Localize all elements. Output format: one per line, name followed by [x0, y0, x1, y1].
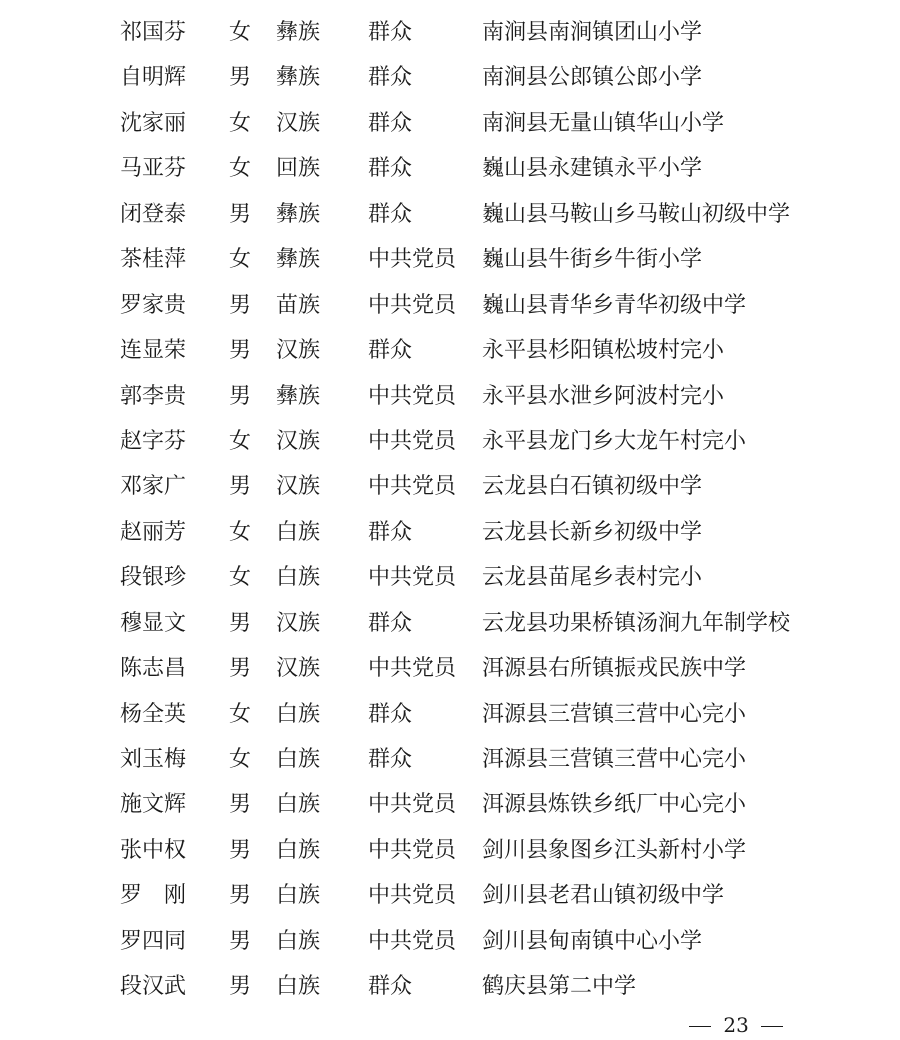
person-gender: 女 — [229, 519, 252, 545]
roster-row — [0, 782, 900, 827]
person-ethnicity: 汉族 — [276, 110, 321, 136]
person-ethnicity: 白族 — [276, 837, 321, 863]
person-school: 巍山县永建镇永平小学 — [482, 156, 703, 182]
person-ethnicity: 彝族 — [276, 65, 321, 91]
roster-row — [0, 510, 900, 555]
person-ethnicity: 白族 — [276, 565, 321, 591]
person-gender: 女 — [229, 156, 252, 182]
person-political-status: 中共党员 — [368, 883, 457, 909]
person-political-status: 中共党员 — [368, 837, 457, 863]
person-ethnicity: 彝族 — [276, 383, 321, 409]
person-gender: 男 — [229, 65, 252, 91]
person-gender: 女 — [229, 701, 252, 727]
person-political-status: 群众 — [368, 201, 413, 227]
person-gender: 男 — [229, 610, 252, 636]
roster-row — [0, 192, 900, 237]
person-school: 剑川县老君山镇初级中学 — [482, 883, 725, 909]
person-school: 永平县龙门乡大龙午村完小 — [482, 428, 747, 454]
person-name: 郭李贵 — [120, 383, 187, 409]
person-school: 洱源县右所镇振戎民族中学 — [482, 656, 747, 682]
person-ethnicity: 回族 — [276, 156, 321, 182]
roster-row — [0, 237, 900, 282]
person-school: 南涧县无量山镇华山小学 — [482, 110, 725, 136]
person-name: 段银珍 — [120, 565, 187, 591]
person-name: 祁国芬 — [120, 20, 187, 45]
person-political-status: 群众 — [368, 338, 413, 364]
person-gender: 男 — [229, 837, 252, 863]
person-name: 段汉武 — [120, 974, 187, 1000]
person-school: 云龙县苗尾乡表村完小 — [482, 565, 703, 591]
person-school: 巍山县牛街乡牛街小学 — [482, 247, 703, 273]
roster-row — [0, 555, 900, 600]
person-political-status: 群众 — [368, 610, 413, 636]
person-name: 罗家贵 — [120, 292, 187, 318]
person-ethnicity: 彝族 — [276, 247, 321, 273]
roster-row — [0, 873, 900, 918]
roster-row — [0, 283, 900, 328]
person-school: 南涧县公郎镇公郎小学 — [482, 65, 703, 91]
person-political-status: 群众 — [368, 156, 413, 182]
person-name: 赵丽芳 — [120, 519, 187, 545]
person-gender: 男 — [229, 292, 252, 318]
person-gender: 女 — [229, 110, 252, 136]
person-political-status: 群众 — [368, 519, 413, 545]
person-gender: 女 — [229, 20, 252, 45]
person-name: 连显荣 — [120, 338, 187, 364]
person-name: 邓家广 — [120, 474, 187, 500]
person-political-status: 中共党员 — [368, 565, 457, 591]
roster-row — [0, 374, 900, 419]
roster-row — [0, 646, 900, 691]
person-political-status: 群众 — [368, 747, 413, 772]
person-political-status: 中共党员 — [368, 928, 457, 954]
person-political-status: 群众 — [368, 65, 413, 91]
person-school: 洱源县炼铁乡纸厂中心完小 — [482, 792, 747, 818]
person-school: 巍山县青华乡青华初级中学 — [482, 292, 747, 318]
person-gender: 男 — [229, 928, 252, 954]
person-name: 自明辉 — [120, 65, 187, 91]
person-school: 洱源县三营镇三营中心完小 — [482, 747, 747, 772]
person-ethnicity: 白族 — [276, 928, 321, 954]
person-ethnicity: 白族 — [276, 747, 321, 772]
person-school: 剑川县象图乡江头新村小学 — [482, 837, 747, 863]
roster-row — [0, 419, 900, 464]
roster-row — [0, 146, 900, 191]
person-political-status: 中共党员 — [368, 428, 457, 454]
person-gender: 男 — [229, 974, 252, 1000]
person-school: 云龙县长新乡初级中学 — [482, 519, 703, 545]
person-political-status: 中共党员 — [368, 247, 457, 273]
roster-row — [0, 101, 900, 146]
person-ethnicity: 汉族 — [276, 428, 321, 454]
person-school: 云龙县功果桥镇汤涧九年制学校 — [482, 610, 791, 636]
person-gender: 女 — [229, 247, 252, 273]
person-political-status: 中共党员 — [368, 383, 457, 409]
person-school: 南涧县南涧镇团山小学 — [482, 20, 703, 45]
roster-row — [0, 828, 900, 873]
person-name: 陈志昌 — [120, 656, 187, 682]
person-political-status: 群众 — [368, 974, 413, 1000]
person-gender: 女 — [229, 565, 252, 591]
person-ethnicity: 苗族 — [276, 292, 321, 318]
person-name: 杨全英 — [120, 701, 187, 727]
roster-row — [0, 964, 900, 1009]
person-name: 茶桂萍 — [120, 247, 187, 273]
person-gender: 女 — [229, 747, 252, 772]
person-name: 罗四同 — [120, 928, 187, 954]
person-name: 沈家丽 — [120, 110, 187, 136]
person-name: 施文辉 — [120, 792, 187, 818]
roster-row — [0, 10, 900, 55]
person-gender: 男 — [229, 883, 252, 909]
person-ethnicity: 白族 — [276, 792, 321, 818]
page-number: 23 — [723, 1013, 749, 1037]
person-ethnicity: 白族 — [276, 701, 321, 727]
teacher-roster — [0, 10, 900, 1010]
person-ethnicity: 汉族 — [276, 656, 321, 682]
roster-row — [0, 919, 900, 964]
person-gender: 男 — [229, 474, 252, 500]
person-name: 罗 刚 — [120, 883, 187, 909]
person-political-status: 中共党员 — [368, 292, 457, 318]
person-political-status: 中共党员 — [368, 474, 457, 500]
person-school: 洱源县三营镇三营中心完小 — [482, 701, 747, 727]
person-ethnicity: 白族 — [276, 883, 321, 909]
person-political-status: 群众 — [368, 20, 413, 45]
person-ethnicity: 彝族 — [276, 201, 321, 227]
roster-row — [0, 55, 900, 100]
person-name: 穆显文 — [120, 610, 187, 636]
person-political-status: 群众 — [368, 110, 413, 136]
person-ethnicity: 白族 — [276, 974, 321, 1000]
person-school: 剑川县甸南镇中心小学 — [482, 928, 703, 954]
person-gender: 男 — [229, 792, 252, 818]
person-gender: 女 — [229, 428, 252, 454]
person-political-status: 中共党员 — [368, 656, 457, 682]
page-number-left-dash — [689, 1026, 711, 1027]
roster-row — [0, 601, 900, 646]
person-ethnicity: 白族 — [276, 519, 321, 545]
person-gender: 男 — [229, 383, 252, 409]
person-political-status: 群众 — [368, 701, 413, 727]
person-political-status: 中共党员 — [368, 792, 457, 818]
roster-row — [0, 692, 900, 737]
person-gender: 男 — [229, 338, 252, 364]
person-school: 云龙县白石镇初级中学 — [482, 474, 703, 500]
person-ethnicity: 汉族 — [276, 338, 321, 364]
person-ethnicity: 汉族 — [276, 610, 321, 636]
person-name: 闭登泰 — [120, 201, 187, 227]
person-gender: 男 — [229, 656, 252, 682]
person-school: 鹤庆县第二中学 — [482, 974, 637, 1000]
page-number-right-dash — [761, 1026, 783, 1027]
page-number-group — [683, 1010, 789, 1040]
roster-row — [0, 737, 900, 782]
person-school: 巍山县马鞍山乡马鞍山初级中学 — [482, 201, 791, 227]
roster-row — [0, 328, 900, 373]
person-school: 永平县水泄乡阿波村完小 — [482, 383, 725, 409]
person-name: 刘玉梅 — [120, 747, 187, 772]
person-name: 马亚芬 — [120, 156, 187, 182]
person-school: 永平县杉阳镇松坡村完小 — [482, 338, 725, 364]
roster-row — [0, 464, 900, 509]
person-name: 赵字芬 — [120, 428, 187, 454]
person-gender: 男 — [229, 201, 252, 227]
person-ethnicity: 汉族 — [276, 474, 321, 500]
person-name: 张中权 — [120, 837, 187, 863]
person-ethnicity: 彝族 — [276, 20, 321, 45]
